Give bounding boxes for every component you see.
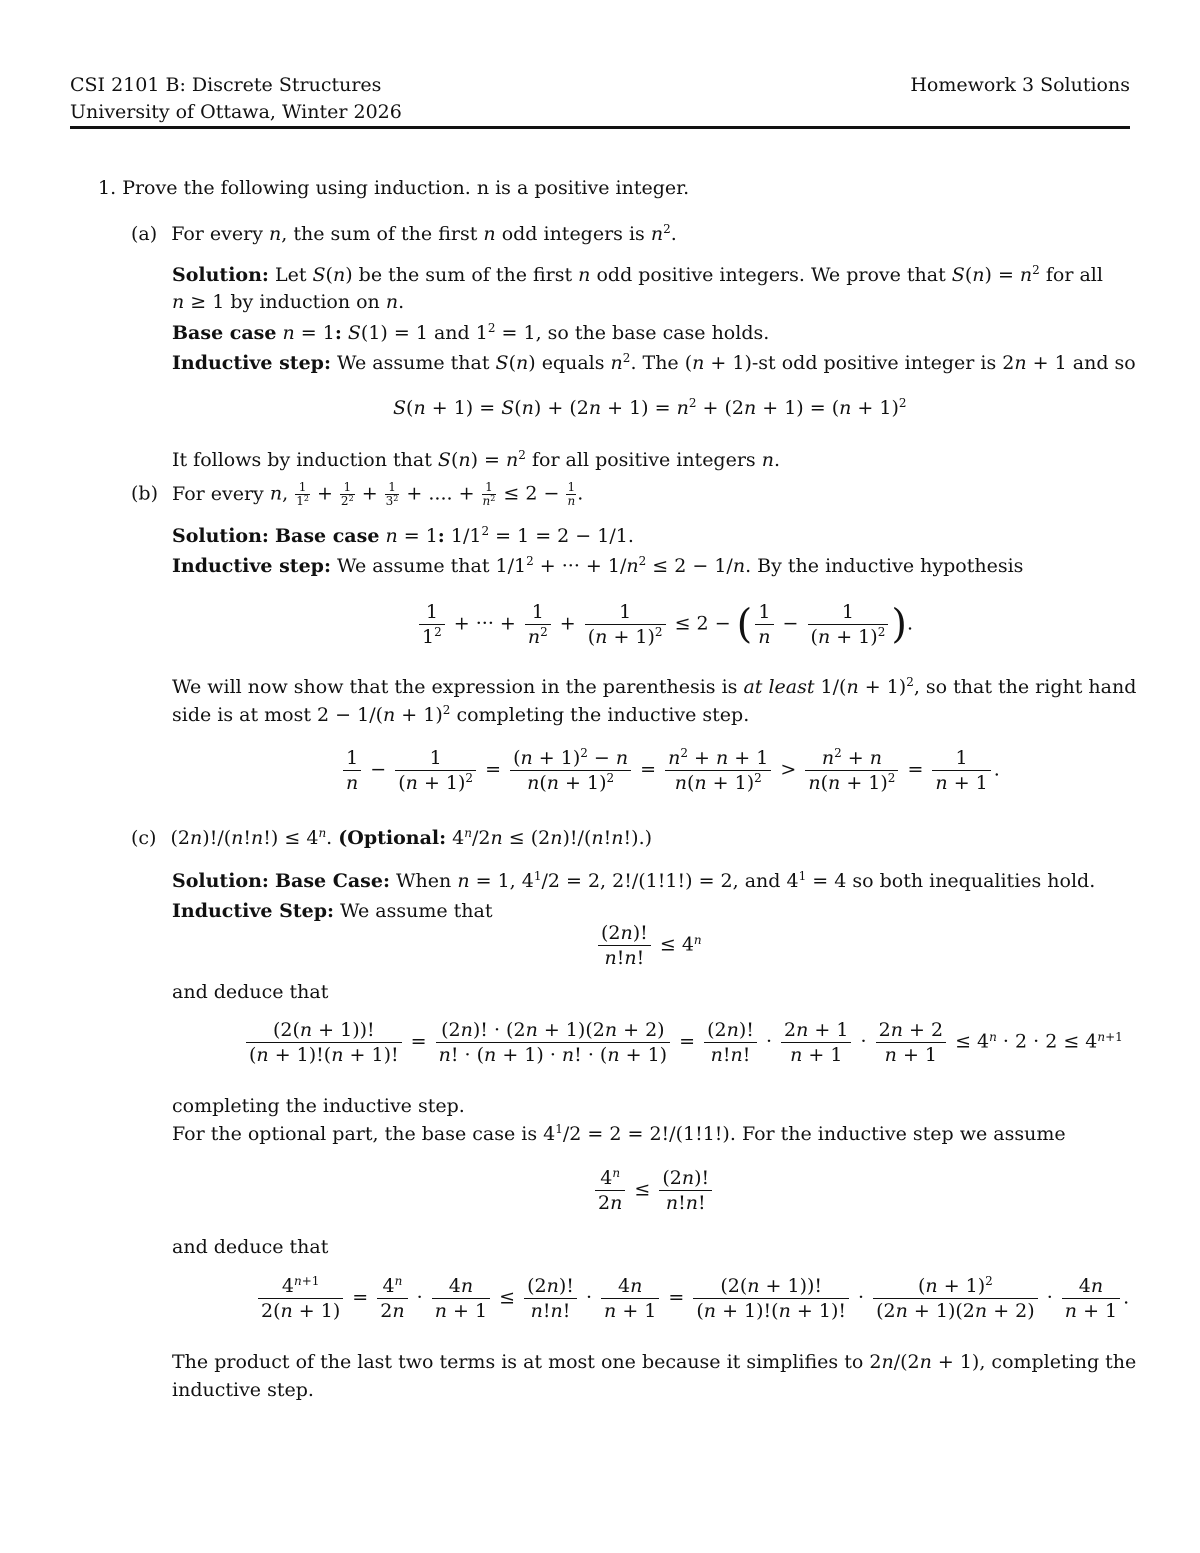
b-show-2: , so that the right hand: [913, 676, 1137, 698]
c-sol-2: so both inequalities hold.: [852, 870, 1096, 892]
part-c-deduce-2: and deduce that: [172, 1236, 329, 1258]
part-a-base-case: Base case n = 1: S(1) = 1 and $1^2 = 1$, so the base case holds.: [172, 321, 770, 344]
base-case-label: Base case: [172, 322, 277, 344]
part-b-show-line2: side is at most $2 - 1/(n + 1)^2$ completing the inductive step.: [172, 703, 750, 726]
part-c-final-line1: The product of the last two terms is at most one because it simplifies to 2n/(2n + 1), completing the: [172, 1351, 1137, 1373]
a-follow-1: It follows by induction that: [172, 449, 432, 471]
part-c-base-case: Solution: Base Case: When n = 1, $4^1/2 = 2$, 2!/(1!1!) = 2, and $4^1 = 4$ so both inequalities hold.: [172, 869, 1096, 892]
b-show-3: side is at most: [172, 704, 311, 726]
a-ind-3: -st odd positive integer is: [751, 352, 997, 374]
part-b-display-2: $\frac{1}{n}$ − $\frac{1}{(n + 1)^2}$ = $\frac{(n + 1)^2 - n}{n(n + 1)^2}$ = $\frac{n^2 + n + 1}{n(n + 1)^2}$ > $\frac{n^2 + n}{n(n + 1)^2}$ = $\frac{1}{n + 1}$ .: [340, 746, 1000, 795]
part-a-post: odd integers is: [501, 223, 645, 245]
document-title: Homework 3 Solutions: [910, 74, 1130, 96]
part-b-show-line1: We will now show that the expression in the parenthesis is at least $1/(n + 1)^2$, so that the right hand: [172, 675, 1137, 698]
opt-2: . For the inductive step we assume: [729, 1123, 1066, 1145]
part-c-optional-hypothesis: $\frac{4^n}{2n}$ ≤ $\frac{(2n)!}{n!n!}$: [592, 1166, 715, 1215]
part-a-display-equation: $S(n + 1) = S(n) + (2n + 1) = n^2 + (2n + 1) = (n + 1)^2$: [393, 396, 907, 419]
b-statement-pre: For every: [172, 482, 264, 505]
header-rule: [70, 126, 1130, 129]
inductive-step-label-c: Inductive Step:: [172, 900, 334, 922]
problem-number: 1.: [98, 177, 117, 199]
part-c-label: (c): [131, 827, 157, 849]
inductive-step-label: Inductive step:: [172, 352, 331, 374]
part-a-pre: For every: [171, 223, 263, 245]
c-sol-and: , and: [732, 870, 781, 892]
part-c-display-1: $\frac{(2(n + 1))!}{(n + 1)!(n + 1)!}$ = $\frac{(2n)! \cdot (2n + 1)(2n + 2)}{n! \cdot (n + 1) \cdot n! \cdot (n + 1)}$ = $\frac{(2n)!}{n!n!}$ · $\frac{2n + 1}{n + 1}$ · $\frac{2n + 2}{n + 1}$ ≤ $4^n \cdot 2 \cdot 2 \le 4^{n+1}$: [243, 1018, 1123, 1067]
a-sol-5: by induction on: [230, 291, 380, 313]
base-case-label-b: Base case: [274, 525, 380, 547]
part-c-hypothesis: $\frac{(2n)!}{n!n!}$ ≤ $4^n$: [595, 921, 702, 970]
part-c-display-2: $\frac{4^{n+1}}{2(n + 1)}$ = $\frac{4^n}{2n}$ · $\frac{4n}{n + 1}$ ≤ $\frac{(2n)!}{n!n!}$ · $\frac{4n}{n + 1}$ = $\frac{(2(n + 1))!}{(n + 1)!(n + 1)!}$ · $\frac{(n + 1)^2}{(2n + 1)(2n + 2)}$ · $\frac{4n}{n + 1}$ .: [255, 1274, 1129, 1323]
b-show-1: We will now show that the expression in the parenthesis is: [172, 676, 738, 698]
a-follow-2: for all positive integers: [531, 449, 756, 471]
problem-statement: [98, 176, 689, 200]
a-ind-2: equals: [541, 352, 605, 374]
part-c-statement: (c) $(2n)!/(n!n!) \le 4^n$. (Optional: $4^n/2n \le (2n)!/(n!n!)$.): [131, 826, 653, 849]
b-ind-2: By the inductive hypothesis: [757, 555, 1024, 577]
opt-1: For the optional part, the base case is: [172, 1123, 538, 1145]
problem-text: Prove the following using induction. n is a positive integer.: [122, 177, 690, 199]
a-sol-3: odd positive integers. We prove that: [596, 264, 946, 286]
solution-label-c: Solution:: [172, 870, 269, 892]
final-1: The product of the last two terms is at most one because it simplifies to: [172, 1351, 864, 1373]
b-show-4: completing the inductive step.: [456, 704, 750, 726]
a-ind-the: . The: [630, 352, 679, 374]
a-base-end: , so the base case holds.: [535, 322, 770, 344]
part-b-statement: (b) For every n, $\frac{1}{1^2}$ + $\frac{1}{2^2}$ + $\frac{1}{3^2}$ + .... + $\frac{1}{n^2}$ ≤ 2 − $\frac{1}{n}$ .: [131, 480, 584, 508]
part-a-solution-line1: Solution: Let S(n) be the sum of the first n odd positive integers. We prove that $S(n) = n^2$ for all: [172, 263, 1103, 286]
c-sol-1: When: [396, 870, 452, 892]
part-a-inductive-step: Inductive step: We assume that S(n) equals $n^2$. The (n + 1)-st odd positive integer is 2n + 1 and so: [172, 351, 1136, 374]
part-a-conclusion: It follows by induction that $S(n) = n^2$ for all positive integers n.: [172, 448, 781, 471]
part-a-solution-line2: n ≥ 1 by induction on n.: [172, 291, 405, 313]
part-c-completing: completing the inductive step.: [172, 1095, 465, 1117]
base-case-label-c: Base Case:: [274, 870, 390, 892]
a-sol-4: for all: [1045, 264, 1103, 286]
part-b-base-case: Solution: Base case n = 1: $1/1^2 = 1 = 2 - 1/1$.: [172, 524, 634, 547]
part-c-optional-base: For the optional part, the base case is $4^1/2 = 2 = 2!/(1!1!)$. For the inductive step we assume: [172, 1122, 1066, 1145]
part-c-final-line2: inductive step.: [172, 1379, 314, 1401]
inductive-step-label-b: Inductive step:: [172, 555, 331, 577]
part-b-label: (b): [131, 482, 158, 505]
solution-label-b: Solution:: [172, 525, 269, 547]
a-ind-4: and so: [1072, 352, 1136, 374]
university-line: University of Ottawa, Winter 2026: [70, 101, 402, 123]
solution-label: Solution:: [172, 264, 269, 286]
part-c-deduce-1: and deduce that: [172, 981, 329, 1003]
part-c-inductive-step: [172, 899, 493, 923]
optional-label: Optional:: [347, 827, 447, 849]
final-2: , completing the: [979, 1351, 1137, 1373]
course-title: CSI 2101 B: Discrete Structures: [70, 74, 382, 96]
part-a-statement: (a) For every n, the sum of the first n odd integers is $n^2$.: [131, 222, 677, 245]
part-b-inductive-step: Inductive step: We assume that $1/1^2$ + ··· + $1/n^2 \le 2 - 1/n$. By the inductive hypothesis: [172, 554, 1024, 577]
part-b-display-1: $\frac{1}{1^2}$ + ··· + $\frac{1}{n^2}$ + $\frac{1}{(n + 1)^2}$ ≤ 2 − ( $\frac{1}{n}$ − $\frac{1}{(n + 1)^2}$ ).: [416, 600, 913, 649]
part-a-mid: , the sum of the first: [281, 223, 478, 245]
a-base-and: and: [433, 322, 470, 344]
a-sol-1: Let: [274, 264, 307, 286]
part-a-label: (a): [131, 223, 158, 245]
a-ind-1: We assume that: [337, 352, 490, 374]
c-ind-1: We assume that: [340, 900, 493, 922]
b-ind-1: We assume that: [337, 555, 490, 577]
b-show-em: at least: [743, 676, 815, 698]
a-sol-2: be the sum of the first: [358, 264, 573, 286]
